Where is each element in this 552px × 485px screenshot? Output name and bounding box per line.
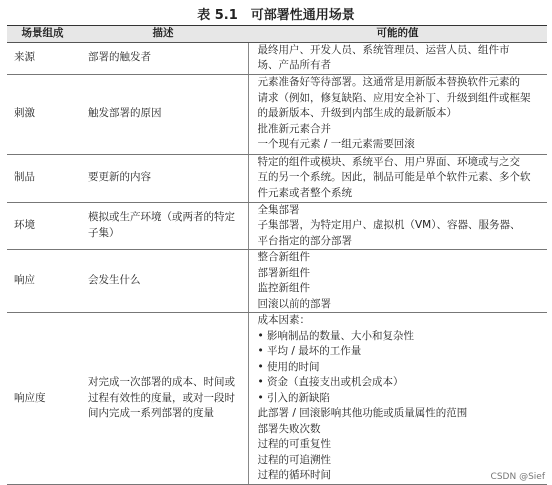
- table-row: [7, 74, 547, 154]
- header-values: 可能的值: [248, 26, 547, 43]
- cell-part: 刺激: [7, 74, 78, 154]
- value-line: • 资金（直接支出或机会成本）: [257, 376, 404, 388]
- table-header-row: [7, 26, 547, 43]
- value-line: 元素准备好等待部署。这通常是用新版本替换软件元素的: [257, 76, 520, 89]
- table-row: [7, 250, 547, 313]
- cell-description: 要更新的内容: [88, 171, 151, 184]
- value-line: • 平均 / 最坏的工作量: [257, 345, 362, 357]
- cell-part: 制品: [7, 154, 78, 202]
- cell-part: 环境: [7, 202, 78, 250]
- value-line: • 引入的新缺陷: [257, 391, 331, 404]
- value-line: 过程的可重复性: [257, 438, 331, 450]
- value-line: 互的另一个系统。因此，制品可能是单个软件元素、多个软: [257, 171, 531, 184]
- table-caption: 表 5.1 可部署性通用场景: [197, 8, 355, 23]
- value-line: 批准新元素合并: [257, 122, 331, 135]
- value-line: 最终用户、开发人员、系统管理员、运营人员、组件市: [257, 43, 510, 56]
- cell-description: 会发生什么: [88, 274, 141, 287]
- value-line: 部署失败次数: [257, 422, 321, 435]
- cell-description: 模拟或生产环境（或两者的特定子集）: [88, 211, 235, 239]
- value-line: 场、产品所有者: [257, 59, 331, 71]
- value-line: 一个现有元素 / 一组元素需要回滚: [257, 138, 415, 151]
- value-line: 监控新组件: [257, 282, 310, 294]
- value-line: 的最新版本、升级到内部生成的最新版本）: [257, 107, 457, 120]
- value-line: 过程的循环时间: [257, 469, 331, 481]
- value-line: • 使用的时间: [257, 360, 320, 373]
- value-line: 请求（例如，修复缺陷、应用安全补丁、升级到组件或框架: [257, 91, 531, 104]
- cell-part: 来源: [7, 42, 78, 74]
- cell-part: 响应度: [7, 313, 78, 485]
- value-line: 此部署 / 回滚影响其他功能或质量属性的范围: [257, 407, 468, 419]
- header-part: 场景组成: [7, 26, 78, 43]
- value-line: 全集部署: [257, 203, 300, 216]
- header-description: 描述: [78, 26, 248, 43]
- deployability-scenario-table: [7, 25, 547, 485]
- table-row: [7, 42, 547, 74]
- table-row: [7, 313, 547, 485]
- cell-part: 响应: [7, 250, 78, 313]
- value-line: 子集部署，为特定用户、虚拟机（VM）、容器、服务器、: [257, 219, 521, 231]
- cell-description: 触发部署的原因: [88, 107, 162, 120]
- cell-description: 部署的触发者: [88, 51, 151, 64]
- value-line: 特定的组件或模块、系统平台、用户界面、环境或与之交: [257, 155, 520, 168]
- table-row: [7, 154, 547, 202]
- table-row: [7, 202, 547, 250]
- cell-description: 对完成一次部署的成本、时间或过程有效性的度量，或对一段时间内完成一系列部署的度量: [88, 376, 235, 419]
- value-line: 过程的可追溯性: [257, 453, 331, 466]
- watermark: CSDN @Sief: [490, 472, 545, 482]
- value-line: 部署新组件: [257, 266, 310, 279]
- value-line: 回滚以前的部署: [257, 297, 331, 310]
- value-line: • 影响制品的数量、大小和复杂性: [257, 329, 415, 342]
- value-line: 成本因素：: [257, 314, 310, 326]
- value-line: 平台指定的部分部署: [257, 234, 352, 247]
- value-line: 整合新组件: [257, 251, 310, 263]
- value-line: 件元素或者整个系统: [257, 186, 352, 199]
